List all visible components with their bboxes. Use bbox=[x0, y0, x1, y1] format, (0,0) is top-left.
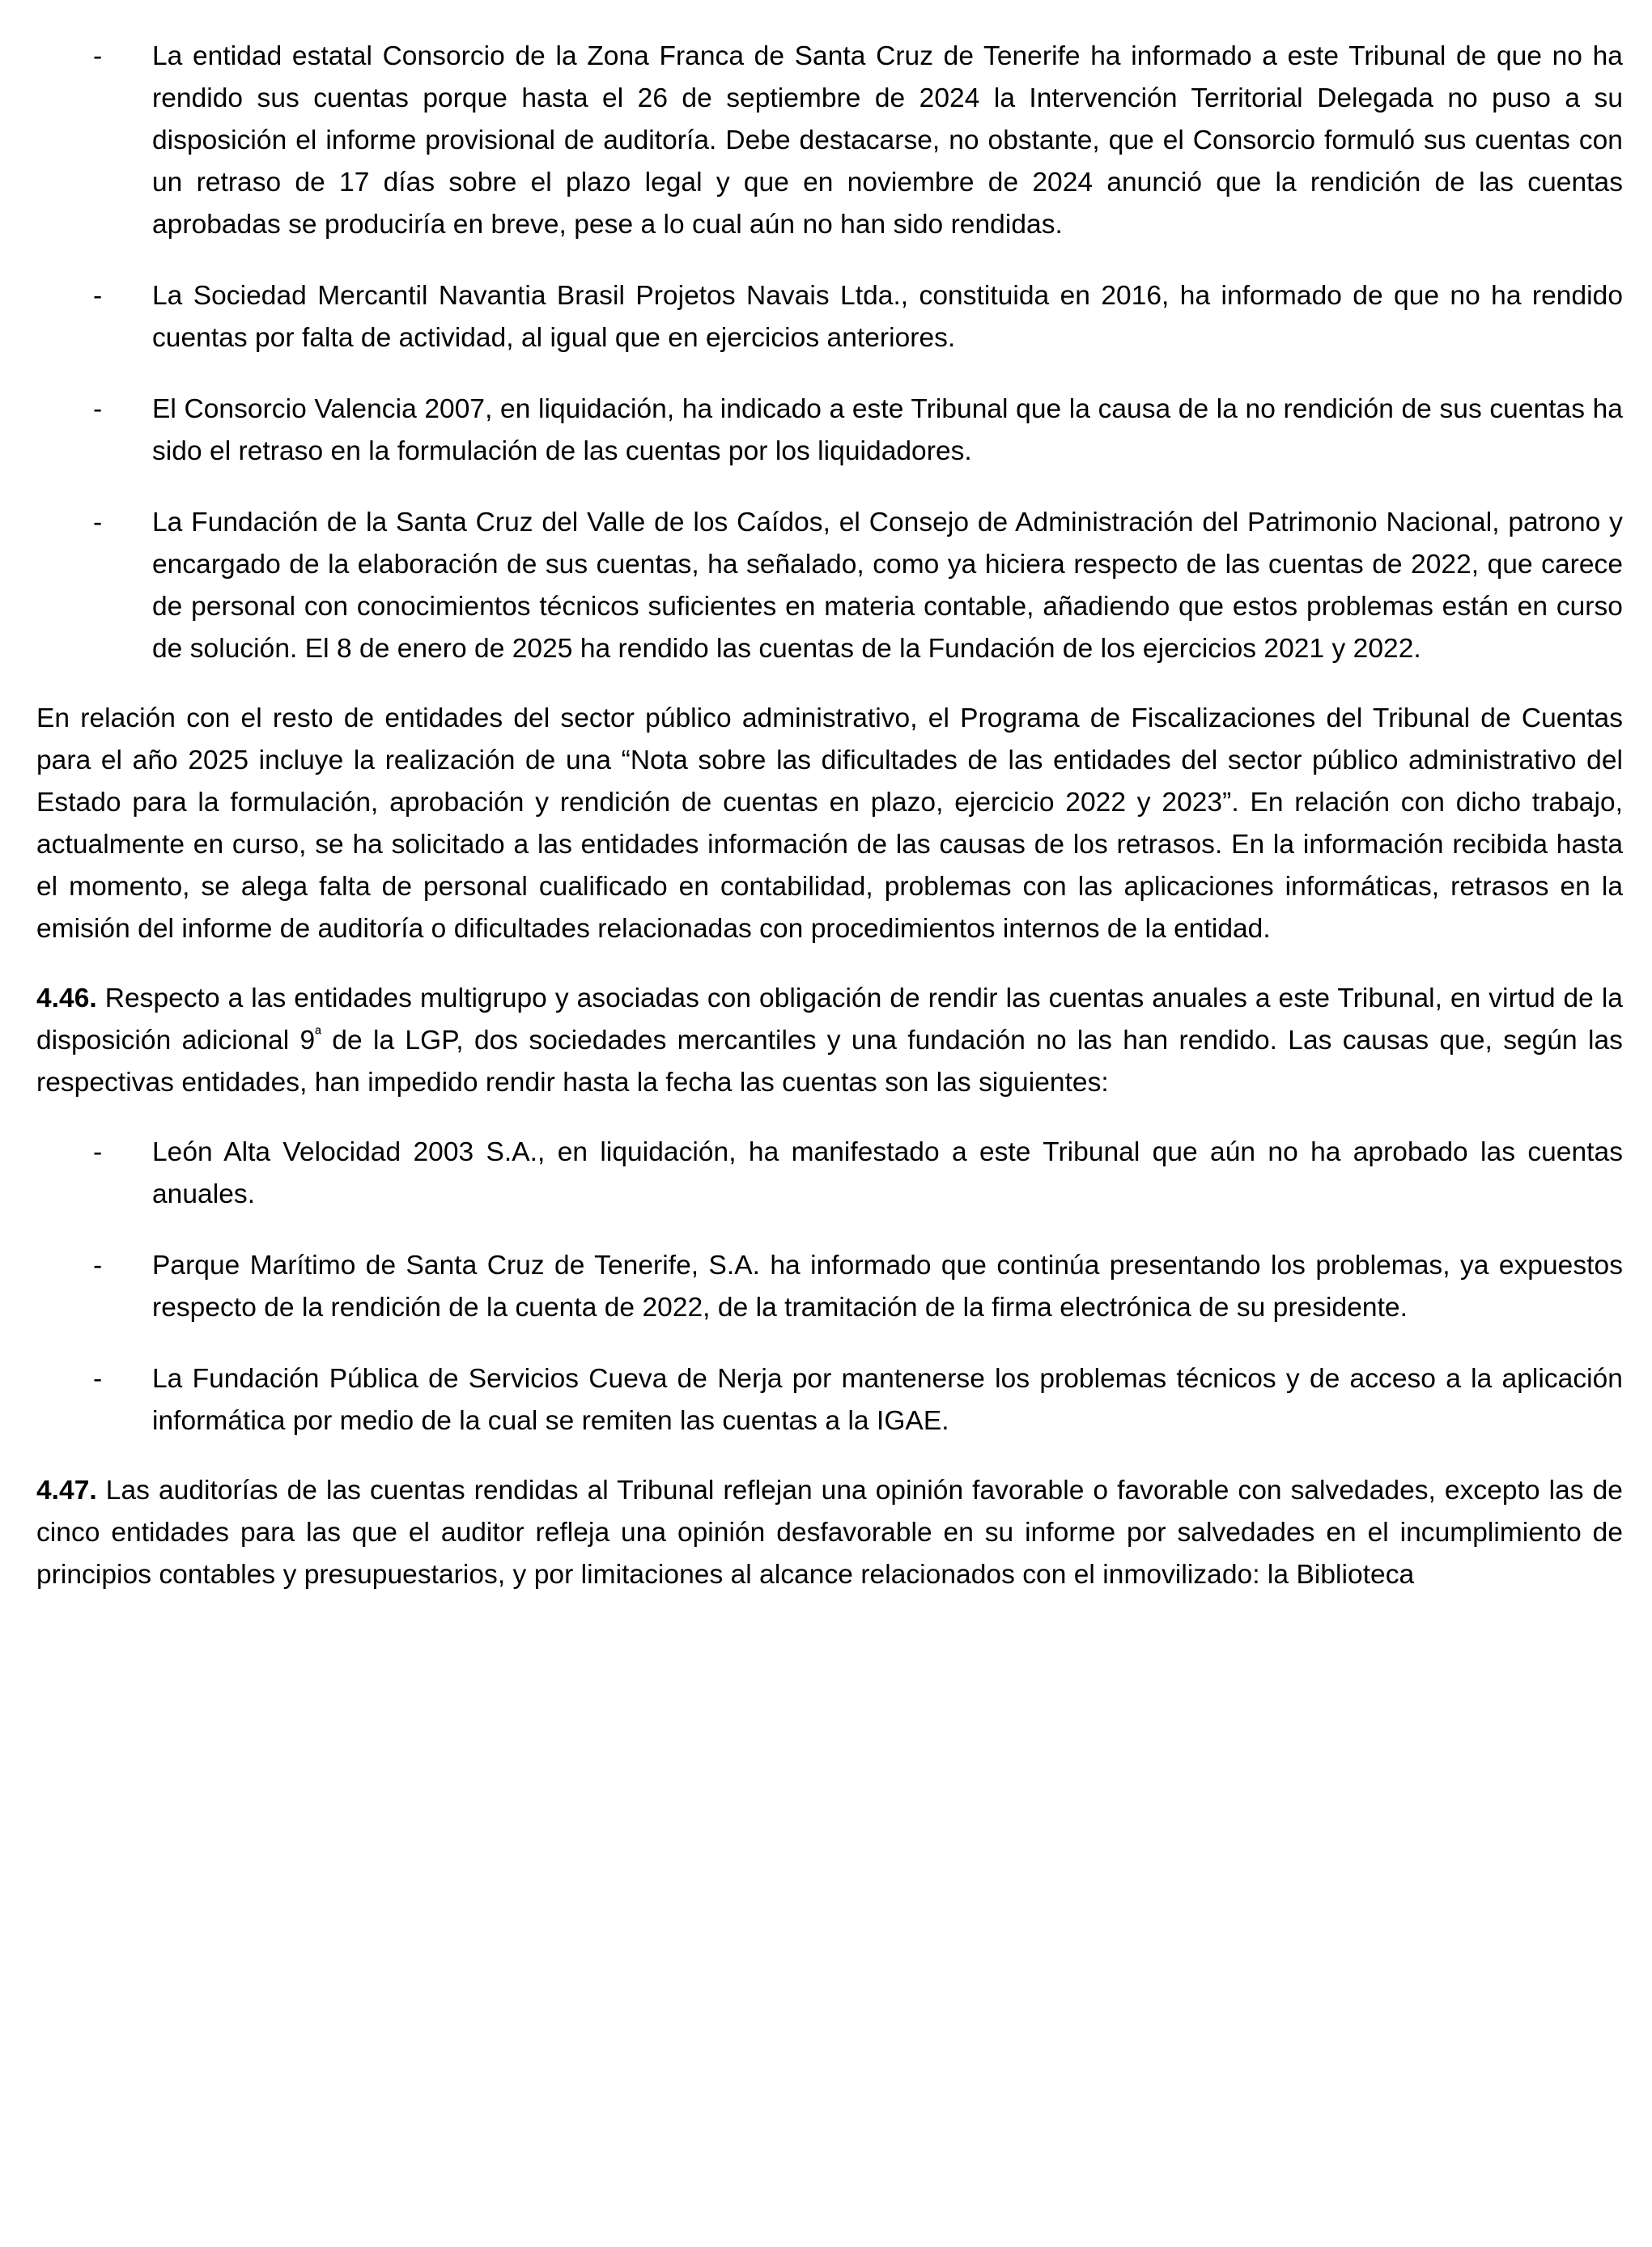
list-item-text: La Fundación Pública de Servicios Cueva de Nerja por mantenerse los problemas técnicos y de acceso a la aplicación informática por medio de la cual se remiten las cuentas a la IGAE. bbox=[152, 1364, 1623, 1436]
list-item-text: León Alta Velocidad 2003 S.A., en liquidación, ha manifestado a este Tribunal que aún no ha aprobado las cuentas anuales. bbox=[152, 1137, 1623, 1209]
bullet-dash-icon: - bbox=[93, 41, 103, 71]
bullet-dash-icon: - bbox=[93, 1364, 103, 1394]
list-item bbox=[36, 389, 1623, 473]
bullet-list-entidades-sector-publico-administrativo bbox=[36, 36, 1623, 670]
paragraph-number: 4.46. bbox=[36, 983, 97, 1013]
list-item-text: La Sociedad Mercantil Navantia Brasil Projetos Navais Ltda., constituida en 2016, ha informado de que no ha rendido cuentas por falta de actividad, al igual que en ejercicios anteriores. bbox=[152, 281, 1623, 353]
list-item bbox=[36, 1245, 1623, 1329]
bullet-dash-icon: - bbox=[93, 281, 103, 311]
list-item-text: La entidad estatal Consorcio de la Zona Franca de Santa Cruz de Tenerife ha informado a este Tribunal de que no ha rendido sus cuentas porque hasta el 26 de septiembre de 2024 la Intervención Territorial Delegada no puso a su disposición el informe provisional de auditoría. Debe destacarse, no obstante, que el Consorcio formuló sus cuentas con un retraso de 17 días sobre el plazo legal y que en noviembre de 2024 anunció que la rendición de las cuentas aprobadas se produciría en breve, pese a lo cual aún no han sido rendidas. bbox=[152, 41, 1623, 240]
paragraph-text-before-superscript: Las auditorías de las cuentas rendidas al Tribunal reflejan una opinión favorable o favorable con salvedades, excepto las de cinco entidades para las que el auditor refleja una opinión desfavorable en su informe por salvedades en el incumplimiento de principios contables y presupuestarios, y por limitaciones al alcance relacionados con el inmovilizado: la Biblioteca bbox=[36, 1476, 1623, 1590]
ordinal-superscript: ª bbox=[315, 1024, 321, 1043]
paragraph-4-46 bbox=[36, 978, 1623, 1104]
paragraph-number: 4.47. bbox=[36, 1476, 97, 1506]
bullet-dash-icon: - bbox=[93, 1137, 103, 1167]
paragraph-4-47 bbox=[36, 1470, 1623, 1596]
paragraph-programa-fiscalizaciones bbox=[36, 698, 1623, 950]
paragraph-text-after-superscript: de la LGP, dos sociedades mercantiles y una fundación no las han rendido. Las causas que, según las respectivas entidades, han impedido rendir hasta la fecha las cuentas son las siguientes: bbox=[36, 1026, 1623, 1098]
list-item bbox=[36, 1358, 1623, 1442]
paragraph-text-before-superscript: Respecto a las entidades multigrupo y asociadas con obligación de rendir las cuentas anuales a este Tribunal, en virtud de la disposición adicional 9 bbox=[36, 983, 1623, 1056]
bullet-list-entidades-multigrupo-asociadas bbox=[36, 1132, 1623, 1442]
bullet-dash-icon: - bbox=[93, 394, 103, 424]
bullet-dash-icon: - bbox=[93, 1251, 103, 1281]
list-item-text: El Consorcio Valencia 2007, en liquidación, ha indicado a este Tribunal que la causa de la no rendición de sus cuentas ha sido el retraso en la formulación de las cuentas por los liquidadores. bbox=[152, 394, 1623, 466]
list-item bbox=[36, 36, 1623, 246]
list-item bbox=[36, 502, 1623, 670]
paragraph-text: En relación con el resto de entidades del sector público administrativo, el Programa de Fiscalizaciones del Tribunal de Cuentas para el año 2025 incluye la realización de una “Nota sobre las dificultades de las entidades del sector público administrativo del Estado para la formulación, aprobación y rendición de cuentas en plazo, ejercicio 2022 y 2023”. En relación con dicho trabajo, actualmente en curso, se ha solicitado a las entidades información de las causas de los retrasos. En la información recibida hasta el momento, se alega falta de personal cualificado en contabilidad, problemas con las aplicaciones informáticas, retrasos en la emisión del informe de auditoría o dificultades relacionadas con procedimientos internos de la entidad. bbox=[36, 703, 1623, 944]
list-item-text: Parque Marítimo de Santa Cruz de Tenerife, S.A. ha informado que continúa presentando los problemas, ya expuestos respecto de la rendición de la cuenta de 2022, de la tramitación de la firma electrónica de su presidente. bbox=[152, 1251, 1623, 1323]
bullet-dash-icon: - bbox=[93, 508, 103, 537]
list-item bbox=[36, 1132, 1623, 1216]
list-item-text: La Fundación de la Santa Cruz del Valle de los Caídos, el Consejo de Administración del Patrimonio Nacional, patrono y encargado de la elaboración de sus cuentas, ha señalado, como ya hiciera respecto de las cuentas de 2022, que carece de personal con conocimientos técnicos suficientes en materia contable, añadiendo que estos problemas están en curso de solución. El 8 de enero de 2025 ha rendido las cuentas de la Fundación de los ejercicios 2021 y 2022. bbox=[152, 508, 1623, 664]
list-item bbox=[36, 275, 1623, 359]
